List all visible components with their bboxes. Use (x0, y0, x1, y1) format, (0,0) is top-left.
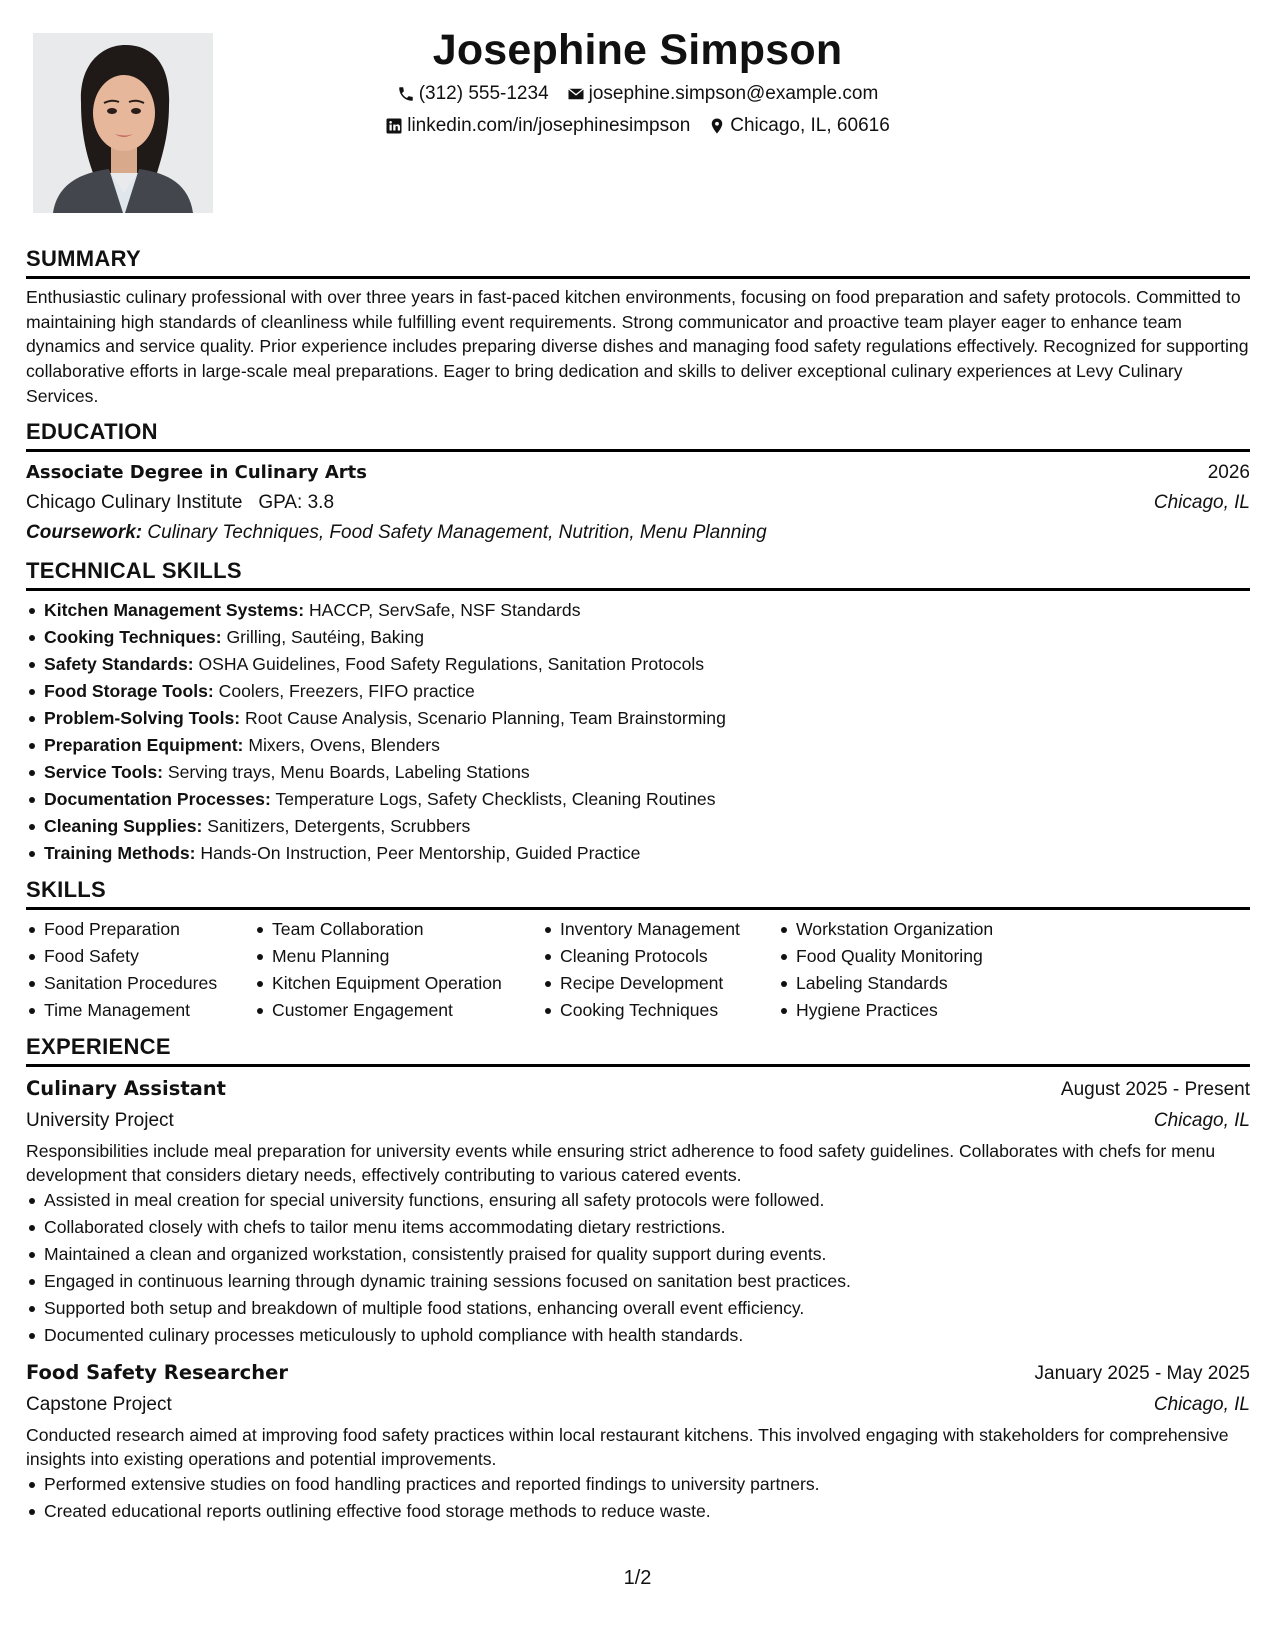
skills-section (26, 875, 1250, 1024)
institution-line (26, 488, 334, 518)
resume-header (220, 22, 1055, 142)
degree-title: Associate Degree in Culinary Arts (26, 461, 367, 483)
linkedin-contact[interactable] (385, 110, 690, 142)
skills-column (26, 916, 254, 1024)
list-item (26, 624, 1250, 651)
list-item: Created educational reports outlining effective food storage methods to reduce waste. (26, 1498, 1250, 1525)
skills-column (542, 916, 778, 1024)
list-item: Menu Planning (254, 943, 542, 970)
envelope-icon (567, 85, 585, 103)
job-bullets (26, 1471, 1250, 1525)
list-item (26, 732, 1250, 759)
skill-category: Safety Standards: (44, 653, 194, 674)
section-divider (26, 1064, 1250, 1067)
list-item (26, 759, 1250, 786)
list-item: Food Quality Monitoring (778, 943, 993, 970)
technical-skills-section (26, 556, 1250, 867)
skill-values: Sanitizers, Detergents, Scrubbers (207, 815, 471, 836)
skill-category: Cleaning Supplies: (44, 815, 203, 836)
skill-category: Preparation Equipment: (44, 734, 244, 755)
list-item: Food Preparation (26, 916, 254, 943)
candidate-name: Josephine Simpson (432, 26, 843, 74)
skill-category: Cooking Techniques: (44, 626, 222, 647)
section-divider (26, 588, 1250, 591)
list-item: Labeling Standards (778, 970, 993, 997)
resume-body (26, 244, 1250, 1533)
phone-text: (312) 555-1234 (418, 83, 549, 104)
list-item: Collaborated closely with chefs to tailor menu items accommodating dietary restrictions. (26, 1214, 1250, 1241)
list-item: Food Safety (26, 943, 254, 970)
location-contact (708, 110, 890, 142)
list-item: Workstation Organization (778, 916, 993, 943)
job-title-row (26, 1357, 1250, 1389)
list-item: Customer Engagement (254, 997, 542, 1024)
skill-category: Food Storage Tools: (44, 680, 214, 701)
skill-category: Problem-Solving Tools: (44, 707, 241, 728)
list-item (26, 813, 1250, 840)
section-divider (26, 907, 1250, 910)
list-item: Cooking Techniques (542, 997, 778, 1024)
skill-values: Coolers, Freezers, FIFO practice (218, 680, 475, 701)
list-item (26, 651, 1250, 678)
list-item: Assisted in meal creation for special university functions, ensuring all safety protocols were followed. (26, 1187, 1250, 1214)
list-item: Recipe Development (542, 970, 778, 997)
list-item (26, 786, 1250, 813)
skill-values: Hands-On Instruction, Peer Mentorship, Guided Practice (200, 842, 641, 863)
list-item (26, 678, 1250, 705)
section-title-education: EDUCATION (26, 418, 158, 444)
skill-category: Service Tools: (44, 761, 163, 782)
job-dates: January 2025 - May 2025 (1034, 1362, 1250, 1384)
email-text[interactable]: josephine.simpson@example.com (588, 83, 879, 104)
list-item: Maintained a clean and organized workstation, consistently praised for quality support during events. (26, 1241, 1250, 1268)
skills-column (254, 916, 542, 1024)
summary-section (26, 244, 1250, 409)
list-item: Team Collaboration (254, 916, 542, 943)
job-organization: University Project (26, 1109, 174, 1131)
skill-values: Root Cause Analysis, Scenario Planning, Team Brainstorming (245, 707, 726, 728)
list-item: Cleaning Protocols (542, 943, 778, 970)
coursework-line (26, 518, 1250, 548)
list-item (26, 597, 1250, 624)
skill-values: Mixers, Ovens, Blenders (248, 734, 440, 755)
education-degree-row (26, 458, 1250, 488)
page-number: 1/2 (623, 1567, 652, 1589)
contact-line-1 (220, 78, 1055, 110)
list-item: Sanitation Procedures (26, 970, 254, 997)
list-item: Supported both setup and breakdown of multiple food stations, enhancing overall event efficiency. (26, 1295, 1250, 1322)
linkedin-text[interactable]: linkedin.com/in/josephinesimpson (407, 115, 691, 136)
job-organization: Capstone Project (26, 1393, 172, 1415)
skill-category: Kitchen Management Systems: (44, 599, 305, 620)
skill-category: Training Methods: (44, 842, 196, 863)
job-bullets (26, 1187, 1250, 1349)
section-divider (26, 449, 1250, 452)
phone-contact (397, 78, 549, 110)
skill-values: OSHA Guidelines, Food Safety Regulations, Sanitation Protocols (198, 653, 705, 674)
list-item (26, 705, 1250, 732)
list-item: Performed extensive studies on food handling practices and reported findings to university partners. (26, 1471, 1250, 1498)
list-item (26, 840, 1250, 867)
job-description: Responsibilities include meal preparation for university events while ensuring strict adherence to food safety guidelines. Collaborates with chefs for menu development that considers dietary needs, effectively contributing to various catered events. (26, 1140, 1216, 1185)
job-org-row (26, 1105, 1250, 1136)
gpa: GPA: 3.8 (258, 491, 335, 513)
coursework-list: Culinary Techniques, Food Safety Management, Nutrition, Menu Planning (147, 521, 767, 543)
graduation-year: 2026 (1207, 461, 1250, 483)
job-entry (26, 1073, 1250, 1349)
experience-section (26, 1032, 1250, 1525)
list-item: Engaged in continuous learning through dynamic training sessions focused on sanitation best practices. (26, 1268, 1250, 1295)
contact-line-2 (220, 110, 1055, 142)
list-item: Inventory Management (542, 916, 778, 943)
linkedin-icon (385, 117, 403, 135)
skills-grid (26, 916, 1250, 1024)
job-location: Chicago, IL (1153, 1393, 1250, 1415)
location-text: Chicago, IL, 60616 (730, 115, 890, 136)
email-contact[interactable] (567, 78, 879, 110)
institution-name: Chicago Culinary Institute (26, 491, 243, 513)
job-title: Culinary Assistant (26, 1076, 226, 1100)
technical-skills-list (26, 597, 1250, 867)
skill-values: Temperature Logs, Safety Checklists, Cleaning Routines (275, 788, 716, 809)
coursework-label: Coursework: (26, 521, 143, 543)
education-institution-row (26, 488, 1250, 518)
map-pin-icon (708, 117, 726, 135)
section-title-summary: SUMMARY (26, 246, 141, 271)
list-item: Documented culinary processes meticulously to uphold compliance with health standards. (26, 1322, 1250, 1349)
section-title-skills: SKILLS (26, 876, 107, 902)
education-location: Chicago, IL (1153, 491, 1250, 513)
job-title-row (26, 1073, 1250, 1105)
skill-values: Grilling, Sautéing, Baking (226, 626, 425, 647)
skill-values: HACCP, ServSafe, NSF Standards (308, 599, 581, 620)
list-item: Kitchen Equipment Operation (254, 970, 542, 997)
list-item: Hygiene Practices (778, 997, 993, 1024)
job-org-row (26, 1389, 1250, 1420)
education-section (26, 417, 1250, 548)
list-item: Time Management (26, 997, 254, 1024)
section-divider (26, 276, 1250, 279)
skill-category: Documentation Processes: (44, 788, 271, 809)
skills-column (778, 916, 993, 1024)
job-dates: August 2025 - Present (1060, 1078, 1250, 1100)
section-title-technical-skills: TECHNICAL SKILLS (26, 557, 242, 583)
summary-text: Enthusiastic culinary professional with over three years in fast-paced kitchen environments, focusing on food preparation and safety protocols. Committed to maintaining high standards of cleanliness while fulfilling event requirements. Strong communicator and proactive team player eager to enhance team dynamics and service quality. Prior experience includes preparing diverse dishes and managing food safety regulations effectively. Recognized for supporting collaborative efforts in large-scale meal preparations. Eager to bring dedication and skills to deliver exceptional culinary experiences at Levy Culinary Services. (26, 287, 1249, 406)
section-title-experience: EXPERIENCE (26, 1033, 171, 1059)
profile-photo (33, 33, 213, 213)
job-title: Food Safety Researcher (26, 1360, 288, 1384)
job-entry (26, 1357, 1250, 1525)
phone-icon (397, 85, 415, 103)
job-location: Chicago, IL (1153, 1109, 1250, 1131)
job-description: Conducted research aimed at improving food safety practices within local restaurant kitchens. This involved engaging with stakeholders for comprehensive insights into existing operations and potential improvements. (26, 1424, 1229, 1469)
skill-values: Serving trays, Menu Boards, Labeling Stations (167, 761, 530, 782)
